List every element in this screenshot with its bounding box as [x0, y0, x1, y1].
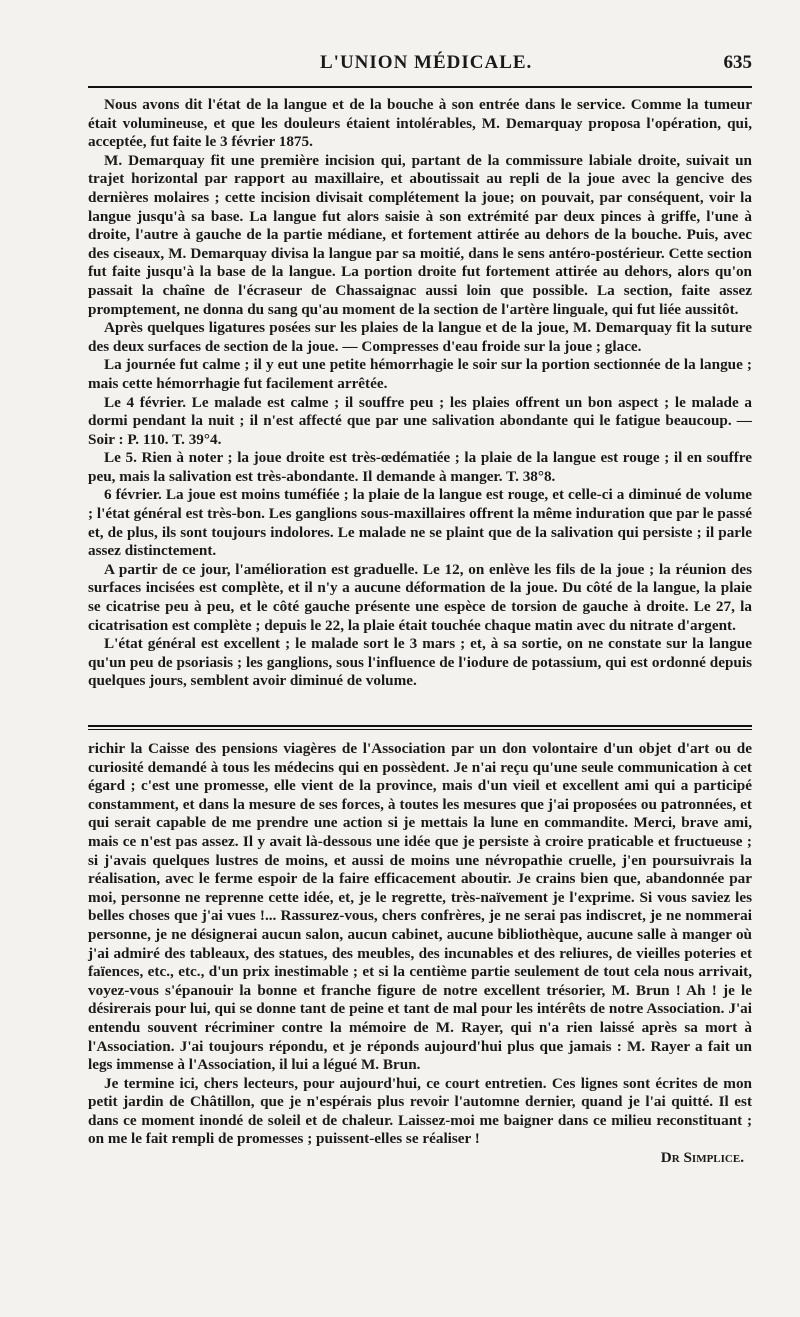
feuilleton-separator [88, 725, 752, 727]
article-paragraph: Nous avons dit l'état de la langue et de la bouche à son entrée dans le service. Comme la tumeur était volumineuse, et que les douleurs étaient intolérables, M. Demarquay proposa l'opération, qui, acceptée, fut faite le 3 février 1875. [88, 96, 752, 151]
article-paragraph: 6 février. La joue est moins tuméfiée ; la plaie de la langue est rouge, et celle-ci a diminué de volume ; l'état général est très-bon. Les ganglions sous-maxillaires offrent la même induration que par le passé et, de plus, ils sont toujours indolores. Le malade ne se plaint que de la salivation qui persiste ; il parle assez distinctement. [88, 486, 752, 560]
article-paragraph: A partir de ce jour, l'amélioration est graduelle. Le 12, on enlève les fils de la joue ; la réunion des surfaces incisées est complète, et il n'y a aucune déformation de la joue. Du côté de la langue, la plaie se cicatrise peu à peu, et le côté gauche présente une espèce de torsion de gauche à droite. Le 27, la cicatrisation est complète ; depuis le 22, la plaie était touchée chaque matin avec du nitrate d'argent. [88, 560, 752, 634]
feuilleton-body [88, 740, 752, 1167]
article-paragraph: La journée fut calme ; il y eut une petite hémorrhagie le soir sur la portion sectionnée de la langue ; mais cette hémorrhagie fut facilement arrêtée. [88, 356, 752, 392]
page-header [88, 52, 752, 82]
article-body [88, 96, 752, 691]
page-number: 635 [723, 52, 752, 73]
article-paragraph: Le 5. Rien à noter ; la joue droite est très-œdématiée ; la plaie de la langue est rouge ; il en souffre peu, mais la salivation est très-abondante. Il demande à manger. T. 38°8. [88, 449, 752, 485]
running-title: L'UNION MÉDICALE. [320, 52, 533, 73]
article-paragraph: Après quelques ligatures posées sur les plaies de la langue et de la joue, M. Demarquay fit la suture des deux surfaces de section de la joue. — Compresses d'eau froide sur la joue ; glace. [88, 319, 752, 355]
signature: Dr Simplice. [660, 1149, 744, 1167]
article-paragraph: L'état général est excellent ; le malade sort le 3 mars ; et, à sa sortie, on ne constate sur la langue qu'un peu de psoriasis ; les ganglions, sous l'influence de l'iodure de potassium, qui est ordonné depuis quelques jours, semblent avoir diminué de volume. [88, 635, 752, 690]
feuilleton-paragraph: richir la Caisse des pensions viagères de l'Association par un don volontaire d'un objet d'art ou de curiosité demandé à tous les médecins qui en possèdent. Je n'ai reçu qu'une seule communication à cet égard ; c'est une promesse, elle vient de la province, mais d'un vieil et excellent ami qui a participé constamment, et dans la mesure de ses forces, à toutes les mesures que j'ai proposées ou patronnées, et qui serait capable de me prendre une action si je mettais la lune en commandite. Merci, brave ami, mais ce n'est pas assez. Il y avait là-dessous une idée que je persiste à croire praticable et fructueuse ; si j'avais quelques lustres de moins, et aussi de moins une névropathie cruelle, j'en poursuivrais la réalisation, avec le ferme espoir de la faire efficacement aboutir. Je crains bien que, abandonnée par moi, personne ne reprenne cette idée, et, je le regrette, très-naïvement je l'exprime. Si vous saviez les belles choses que j'ai vues !... Rassurez-vous, chers confrères, je ne serai pas indiscret, je ne nommerai personne, je ne désignerai aucun salon, aucun cabinet, aucune bibliothèque, aucune salle à manger où j'ai admiré des tableaux, des statues, des meubles, des incunables et des reliures, de vieilles poteries et faïences, etc., etc., d'un prix inestimable ; et si la centième partie seulement de tout cela nous arrivait, voyez-vous s'épanouir la bonne et franche figure de notre excellent trésorier, M. Brun ! Ah ! je le désirerais pour lui, qui se donne tant de peine et tant de mal pour les intérêts de notre Association. J'ai entendu souvent récriminer contre la mémoire de M. Rayer, qui n'a rien laissé après sa mort à l'Association. J'ai toujours répondu, et je réponds aujourd'hui plus que jamais : M. Rayer a fait un legs immense à l'Association, il lui a légué M. Brun. [88, 740, 752, 1074]
header-rule [88, 86, 752, 88]
feuilleton-separator-thin [88, 729, 752, 730]
article-paragraph: Le 4 février. Le malade est calme ; il souffre peu ; les plaies offrent un bon aspect ; le malade a dormi pendant la nuit ; il n'est affecté que par une salivation abondante qui le fatigue beaucoup. — Soir : P. 110. T. 39°4. [88, 393, 752, 448]
feuilleton-paragraph: Je termine ici, chers lecteurs, pour aujourd'hui, ce court entretien. Ces lignes sont écrites de mon petit jardin de Châtillon, que je n'espérais plus revoir l'automne dernier, quand je l'ai quitté. Il est dans ce moment inondé de soleil et de chaleur. Laissez-moi me baigner dans ce milieu reconstituant ; on me le fait rempli de promesses ; puissent-elles se réaliser ! [88, 1074, 752, 1148]
article-paragraph: M. Demarquay fit une première incision qui, partant de la commissure labiale droite, suivait un trajet horizontal par rapport au maxillaire, et aboutissait au repli de la joue avec la gencive des dernières molaires ; cette incision divisait complétement la joue; on pouvait, par conséquent, voir la langue jusqu'à sa base. La langue fut alors saisie à son extrémité par deux pinces à griffe, l'une à droite, l'autre à gauche de la partie médiane, et fortement attirée au dehors de la bouche. Puis, avec des ciseaux, M. Demarquay divisa la langue par sa moitié, dans le sens antéro-postérieur. Cette section fut faite jusqu'à la base de la langue. La portion droite fut fortement attirée au dehors, alors qu'on passait la chaîne de l'écraseur de Chassaignac aussi loin que possible. La section, faite assez promptement, ne donna du sang qu'au moment de la section de l'artère linguale, qui fut liée aussitôt. [88, 151, 752, 318]
